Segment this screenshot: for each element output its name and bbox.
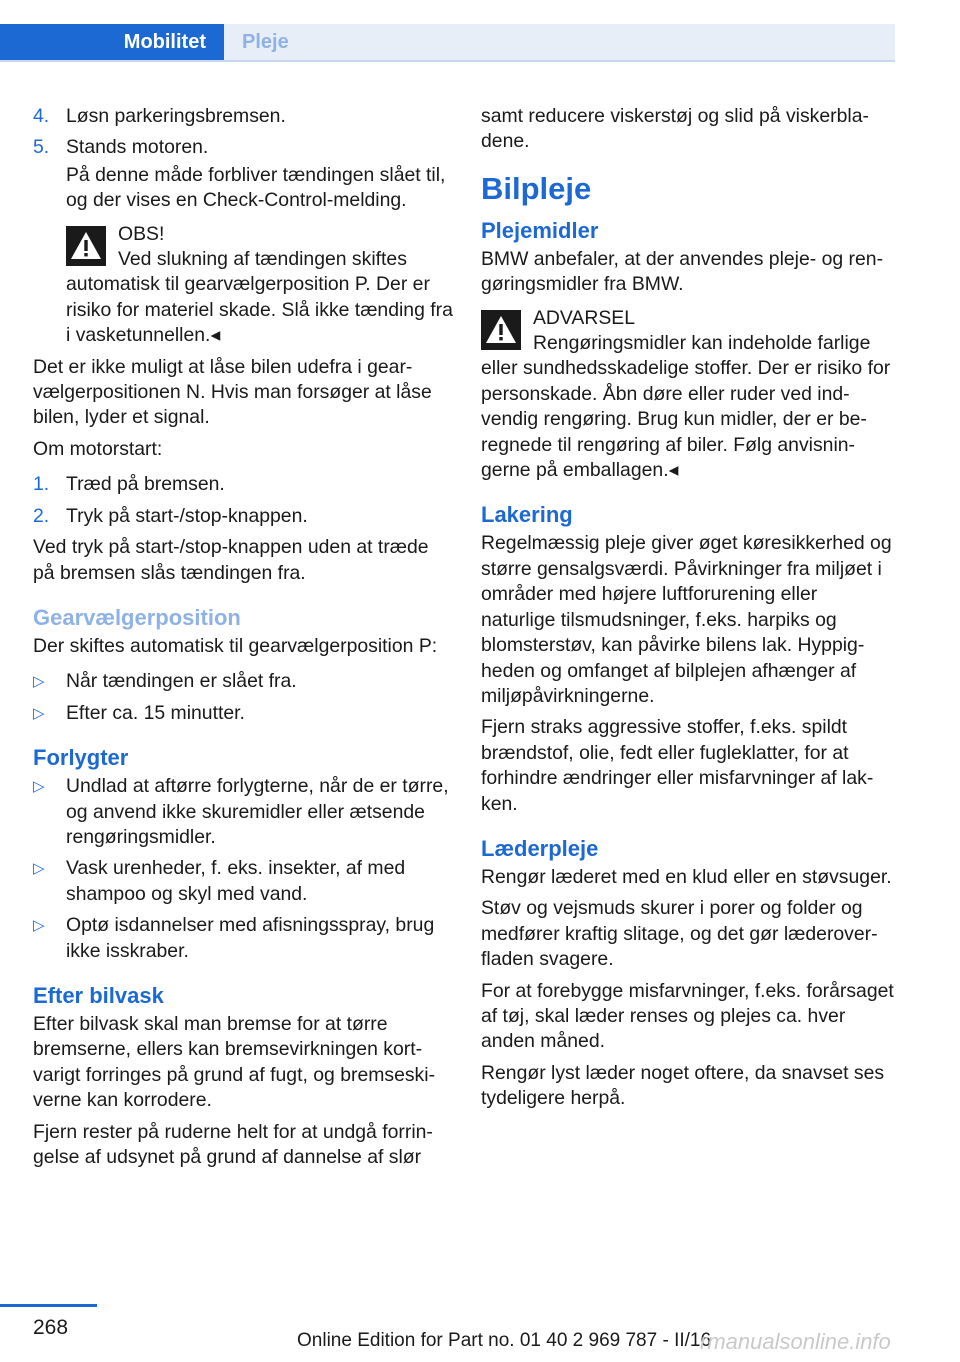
bullet-text: Efter ca. 15 minutter.	[66, 701, 245, 724]
triangle-bullet-icon: ▷	[33, 778, 45, 796]
paragraph: Rengør lyst læder noget oftere, da snavset ses tydeligere herpå.	[481, 1061, 885, 1110]
warning-box	[481, 306, 896, 484]
paragraph: Efter bilvask skal man bremse for at tørre bremserne, ellers kan bremsevirkningen kortvarigt forringes på grund af fugt, og bremseskiverne kan korrodere.	[33, 1012, 436, 1112]
triangle-bullet-icon: ▷	[33, 860, 45, 878]
warning-text: Rengøringsmidler kan indeholde farlige eller sundhedsskadelige stoffer. Der er risiko for personskade. Åbn døre eller ruder ved indvendig rengøring. Brug kun midler, der er beregnede til rengøring af biler. Følg anvisningerne på emballagen.◂	[481, 332, 891, 482]
list-item	[33, 504, 453, 529]
triangle-bullet-icon: ▷	[33, 673, 45, 691]
section-heading-products: Plejemidler	[481, 217, 599, 243]
chapter-heading-bilpleje: Bilpleje	[481, 170, 592, 206]
right-column	[481, 104, 896, 1118]
footer-divider	[0, 1304, 97, 1307]
list-item	[33, 669, 453, 694]
step-number: 5.	[33, 136, 50, 159]
page-number: 268	[33, 1316, 69, 1339]
tab-pleje[interactable]: Pleje	[224, 24, 895, 60]
left-column	[33, 104, 453, 1176]
bullet-text: Undlad at aftørre forlygterne, når de er tørre, og anvend ikke skuremidler eller ætsende rengøringsmidler.	[66, 775, 449, 848]
paragraph: For at forebygge misfarvninger, f.eks. forårsaget af tøj, skal læder renses og plejes ca. hver anden måned.	[481, 979, 894, 1053]
list-item	[33, 135, 453, 160]
step-text: Træd på bremsen.	[66, 473, 225, 496]
step-detail: På denne måde forbliver tændingen slået til, og der vises en Check-Control-melding.	[66, 163, 446, 212]
list-item	[33, 104, 453, 129]
notice-text: Ved slukning af tændingen skiftes automatisk til gearvælgerposition P. Der er risiko for materiel skade. Slå ikke tænding fra i vasketunnellen.◂	[66, 248, 453, 347]
paragraph: Det er ikke muligt at låse bilen udefra i gearvælgerpositionen N. Hvis man forsøger at låse bilen, lyder et signal.	[33, 355, 432, 429]
step-text: Tryk på start-/stop-knappen.	[66, 504, 308, 527]
list-item	[33, 774, 453, 850]
triangle-bullet-icon: ▷	[33, 704, 45, 722]
paragraph: Regelmæssig pleje giver øget køresikkerhed og større gensalgsværdi. Påvirkninger fra miljøet i områder med højere luftforurening eller naturlige tilsmudsninger, f.eks. harpiks og blomsterstøv, kan påvirke bilens lak. Hyppigheden og omfanget af bilplejen afhænger af miljøpåvirkningerne.	[481, 532, 892, 707]
step-number: 4.	[33, 105, 50, 127]
step-text: Løsn parkeringsbremsen.	[66, 105, 286, 127]
section-heading-paint: Lakering	[481, 502, 573, 528]
warning-title: ADVARSEL	[533, 306, 636, 329]
list-item	[33, 913, 453, 964]
step-number: 2.	[33, 504, 50, 527]
paragraph: Fjern straks aggressive stoffer, f.eks. spildt brændstof, olie, fedt eller fugleklatter, for at forhindre ændringer eller misfarvninger af lakken.	[481, 716, 874, 815]
list-item	[33, 856, 453, 907]
warning-triangle-icon	[66, 226, 106, 266]
paragraph: Rengør læderet med en klud eller en støvsuger.	[481, 865, 892, 888]
triangle-bullet-icon: ▷	[33, 917, 45, 935]
paragraph: Ved tryk på start-/stop-knappen uden at træde på bremsen slås tændingen fra.	[33, 536, 429, 584]
paragraph: Støv og vejsmuds skurer i porer og folder og medfører kraftig slitage, og det gør læderoverfladen svagere.	[481, 897, 878, 971]
chapter-header	[0, 24, 895, 62]
list-item	[33, 701, 453, 726]
notice-title: OBS!	[118, 222, 165, 245]
paragraph: Der skiftes automatisk til gearvælgerposition P:	[33, 634, 438, 657]
paragraph: samt reducere viskerstøj og slid på viskerbladene.	[481, 105, 869, 153]
bullet-text: Vask urenheder, f. eks. insekter, af med shampoo og skyl med vand.	[66, 857, 406, 905]
tab-mobilitet[interactable]: Mobilitet	[0, 24, 224, 60]
header-divider	[0, 60, 895, 62]
paragraph: BMW anbefaler, at der anvendes pleje- og rengøringsmidler fra BMW.	[481, 247, 884, 296]
paragraph: Om motorstart:	[33, 437, 163, 460]
list-item	[33, 472, 453, 497]
edition-label: Online Edition for Part no. 01 40 2 969 787 - II/16	[297, 1330, 712, 1351]
paragraph: Fjern rester på ruderne helt for at undgå forringelse af udsynet på grund af dannelse af slør	[33, 1120, 433, 1168]
section-heading-leather: Læderpleje	[481, 835, 599, 861]
warning-triangle-icon	[481, 310, 521, 350]
step-text: Stands motoren.	[66, 136, 209, 159]
step-number: 1.	[33, 473, 50, 496]
watermark: rmanualsonline.info	[700, 1329, 891, 1354]
bullet-text: Optø isdannelser med afisningsspray, brug ikke isskraber.	[66, 914, 435, 962]
bullet-text: Når tændingen er slået fra.	[66, 670, 297, 693]
section-heading-gear: Gearvælgerposition	[33, 604, 241, 630]
notice-box	[66, 222, 453, 349]
section-heading-after-wash: Efter bilvask	[33, 982, 164, 1008]
section-heading-lights: Forlygter	[33, 745, 129, 771]
